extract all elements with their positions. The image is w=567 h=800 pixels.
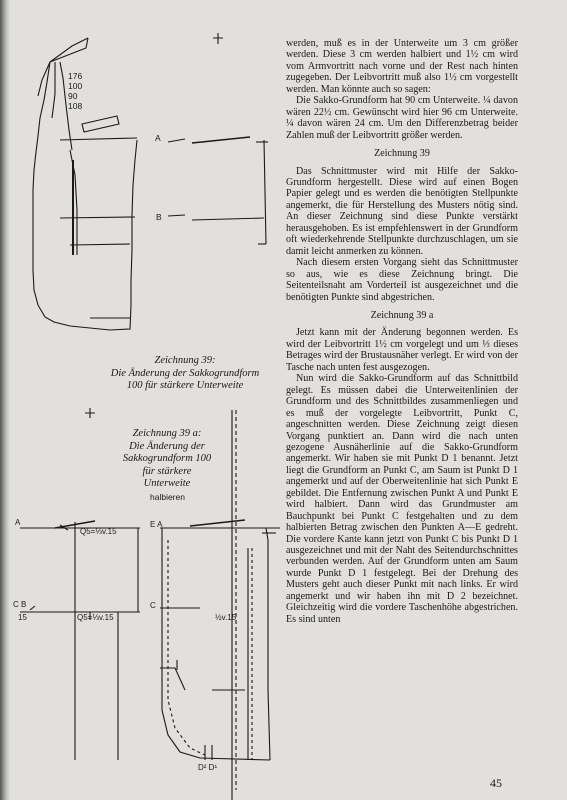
paragraph: Das Schnittmuster wird mit Hilfe der Sakko-Grundform hergestellt. Diese wird auf einen Bogen Papier gelegt und es werden die benötigten Stellpunkte angemerkt, die für Herstellung des Musters nötig sind. An dieser Zeichnung sind diese Punkte verstärkt herausgehoben. Es ist empfehlenswert in der Grundform oft wiederkehrende Stellpunkte durchzuschlagen, um sie damit leicht anmerken zu können.: [286, 165, 518, 257]
page-number: 45: [490, 776, 502, 790]
fig39a-point-cb-label: C B: [13, 600, 27, 609]
fig39a-d2d1-label: D² D¹: [198, 763, 218, 772]
size-label-100: 100: [68, 81, 83, 91]
figure-39-caption-title: Zeichnung 39:: [154, 355, 216, 366]
point-b-label: B: [156, 212, 162, 222]
paragraph: Jetzt kann mit der Änderung begonnen werden. Es wird der Leibvortritt 1½ cm vorgelegt und um ⅓ dieses Betrages wird der Brustausnäher verlegt. Er wird von der Tasche nach unten fest ausgezogen.: [286, 327, 518, 373]
figure-39-caption-text: Die Änderung der Sakkogrundform 100 für stärkere Unterweite: [110, 367, 260, 391]
fig39a-point-a-label: A: [15, 518, 21, 527]
figure-39a-caption: [112, 428, 222, 491]
fig39a-half-label: ½v.15: [215, 613, 237, 622]
paragraph: Nun wird die Sakko-Grundform auf das Schnittbild gelegt. Es müssen dabei die Unterweitenlinien der Grundform und des Schnittbildes zusammenliegen und es muß der vorgelegte Leibvortritt, Punkt C, angeschnitten werden. Diese Zeichnung zeigt diesen Vorgang punktiert an. Dann wird die nach unten gezogene Ausnäherlinie auf die Sakko-Grundform angemerkt. Wir haben sie mit Punkt D 1 benannt. Jetzt liegt die Grundform an Punkt C, am Saum ist Punkt D 1 angemerkt und auf der Oberweitenlinie hat sich Punkt E gebildet. Die Entfernung zwischen Punkt A und Punkt E wird halbiert. Dann wird das Grundmuster am Bauchpunkt bei Punkt C festgehalten und zu dem halbierten Betrag zwischen den Punkten A—E gedreht. Die vordere Kante kann jetzt von Punkt C bis Punkt D 1 ausgezeichnet und mit der Naht des Seitendurchschnittes verbunden werden. Auf der Grundform unten am Saum wurde Punkt D 1 festgelegt. Bei der Drehung des Musters geht auch dieser Punkt mit nach links. Er wird angemerkt und wir haben ihn mit D 2 bezeichnet. Gleichzeitig wird die vordere Taschenhöhe abgestrichen. Es sind unten: [286, 373, 518, 625]
figure-39a-caption-line: Die Änderung der: [129, 440, 205, 452]
fig39a-q5-bottom-label: Q5=⅓v.15: [77, 613, 114, 622]
fig39a-15-label: 15: [18, 613, 27, 622]
figure-39a-caption-line: Sakkogrundform 100: [122, 453, 212, 464]
text-column: [286, 38, 518, 625]
figure-39a-caption-line: für stärkere: [142, 465, 192, 477]
fig39a-point-ea-label: E A: [150, 520, 163, 529]
halbieren-label: halbieren: [150, 492, 185, 502]
size-label-108: 108: [68, 101, 83, 111]
paragraph: Die Sakko-Grundform hat 90 cm Unterweite. ¼ davon wären 22½ cm. Gewünscht wird hier 96 cm Unterweite. ¼ davon wären 24 cm. Um den Differenzbetrag beider Zahlen muß der Leibvortritt größer werden.: [286, 95, 518, 141]
section-heading: Zeichnung 39: [374, 148, 430, 160]
size-label-176: 176: [68, 71, 83, 81]
fig39a-point-c-label: C: [150, 601, 156, 610]
figure-39a-caption-line: Unterweite: [143, 478, 191, 489]
figure-39-caption: [105, 355, 265, 393]
size-label-90: 90: [68, 91, 78, 101]
section-heading: Zeichnung 39 a: [370, 309, 434, 321]
paragraph: werden, muß es in der Unterweite um 3 cm größer werden. Diese 3 cm werden halbiert und 1½ cm wird vom Armvortritt nach vorne und der Rest nach hinten zugegeben. Der Leibvortritt muß also 1½ cm vorgestellt werden. Man könnte auch so sagen:: [286, 38, 518, 95]
paragraph: Nach diesem ersten Vorgang sieht das Schnittmuster so aus, wie es diese Zeichnung bringt. Die Seitenteilsnaht am Vorderteil ist ausgezeichnet und die benötigten Punkte sind abgestrichen.: [286, 257, 518, 303]
fig39a-q5-top-label: Q5=⅓v.15: [80, 527, 117, 536]
figure-39a-caption-title: Zeichnung 39 a:: [132, 428, 202, 439]
point-a-label: A: [155, 133, 161, 143]
